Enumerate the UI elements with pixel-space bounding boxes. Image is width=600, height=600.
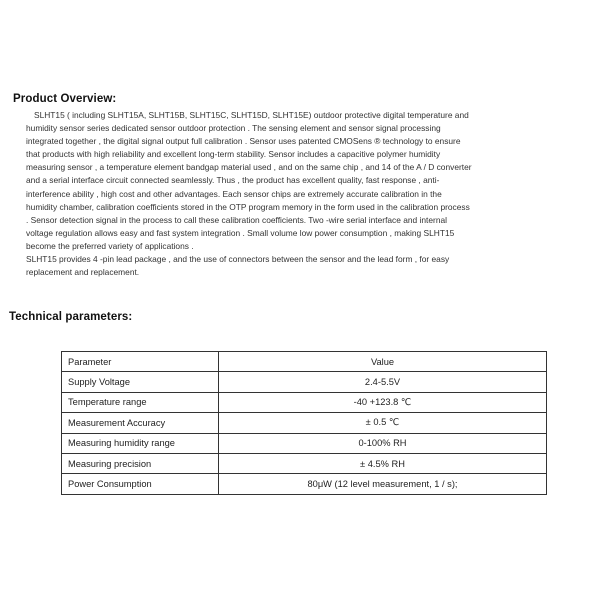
- table-row: [62, 392, 547, 412]
- header-parameter: Parameter: [62, 352, 219, 372]
- overview-line: voltage regulation allows easy and fast system integration . Small volume low power consumption , making SLHT15: [26, 227, 455, 238]
- overview-line: SLHT15 ( including SLHT15A, SLHT15B, SLHT15C, SLHT15D, SLHT15E) outdoor protective digital temperature and: [34, 110, 469, 120]
- overview-line: . Sensor detection signal in the process to call these calibration coefficients. Two -wire serial interface and internal: [26, 214, 447, 225]
- overview-line: replacement and replacement.: [26, 267, 140, 278]
- overview-line: humidity sensor series dedicated sensor outdoor protection . The sensing element and sensor signal processing: [26, 123, 441, 134]
- param-value: 0-100% RH: [219, 433, 547, 453]
- table-header-row: [62, 352, 547, 372]
- header-value: Value: [219, 352, 547, 372]
- table-row: [62, 453, 547, 473]
- overview-line: become the preferred variety of applications .: [26, 240, 194, 251]
- param-value: 80μW (12 level measurement, 1 / s);: [219, 474, 547, 494]
- overview-line: and a serial interface circuit connected seamlessly. Thus , the product has excellent quality, fast response , anti-: [26, 175, 440, 186]
- param-value: 2.4-5.5V: [219, 372, 547, 392]
- param-name: Power Consumption: [62, 474, 219, 494]
- param-name: Temperature range: [62, 392, 219, 412]
- product-overview-text: [26, 109, 508, 279]
- table-row: [62, 413, 547, 433]
- overview-line: SLHT15 provides 4 -pin lead package , and the use of connectors between the sensor and the lead form , for easy: [26, 254, 450, 265]
- overview-line: humidity chamber, calibration coefficients stored in the OTP program memory in the form used in the calibration process: [26, 201, 470, 212]
- param-value: ± 4.5% RH: [219, 453, 547, 473]
- param-name: Supply Voltage: [62, 372, 219, 392]
- param-name: Measurement Accuracy: [62, 413, 219, 433]
- table-row: [62, 372, 547, 392]
- table-row: [62, 474, 547, 494]
- param-name: Measuring precision: [62, 453, 219, 473]
- overview-line: measuring sensor , a temperature element bandgap material used , and on the same chip , and 14 of the A / D converter: [26, 162, 472, 173]
- technical-parameters-table: [61, 351, 547, 495]
- product-overview-heading: Product Overview:: [13, 93, 117, 105]
- technical-parameters-heading: Technical parameters:: [9, 311, 133, 323]
- overview-line: interference ability , high cost and other advantages. Each sensor chips are extremely accurate calibration in the: [26, 188, 442, 199]
- param-name: Measuring humidity range: [62, 433, 219, 453]
- overview-line: that products with high reliability and excellent long-term stability. Sensor includes a capacitive polymer humidity: [26, 149, 441, 160]
- overview-line: integrated together , the digital signal output full calibration . Sensor uses patented CMOSens ® technology to ensure: [26, 136, 461, 147]
- param-value: ± 0.5 ℃: [219, 413, 547, 433]
- table-row: [62, 433, 547, 453]
- param-value: -40 +123.8 ℃: [219, 392, 547, 412]
